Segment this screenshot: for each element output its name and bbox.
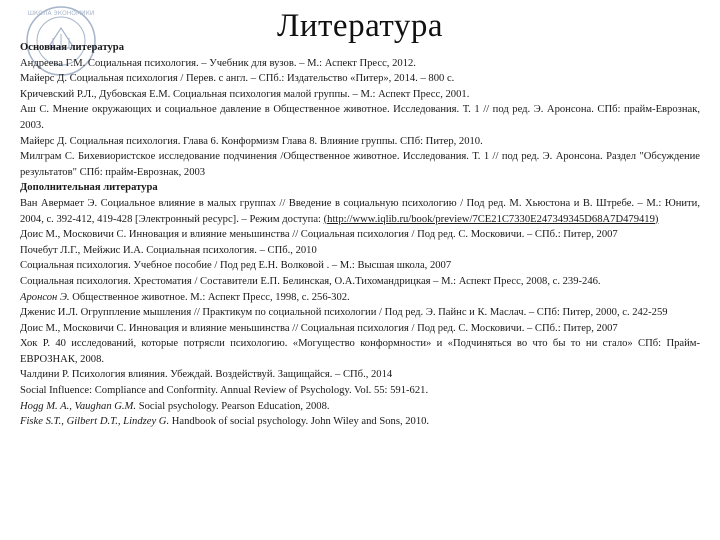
reference-item: Fiske S.T., Gilbert D.T., Lindzey G. Handbook of social psychology. John Wiley and Sons, 2010. [20,416,430,428]
reference-item: Почебут Л.Г., Мейжис И.А. Социальная психология. – СПб., 2010 [20,244,317,256]
reference-link[interactable]: (http://www.iqlib.ru/book/preview/7CE21C7330E247349345D68A7D479419) [323,213,659,225]
reference-item: Social Influence: Compliance and Conformity. Annual Review of Psychology. Vol. 55: 591-621. [20,385,429,397]
reference-item: Социальная психология. Хрестоматия / Составители Е.П. Белинская, О.А.Тихомандрицкая – М.: Аспект Пресс, 2008, с. 239-246. [20,275,601,287]
reference-item: Милграм С. Бихевиористское исследование подчинения /Общественное животное. Исследования. Т. 1 // под ред. Э. Аронсона. Раздел "Обсуждение результатов" СПб: прайм-Еврознак, 2003 [20,151,700,178]
reference-item: Дженис И.Л. Огруппление мышления // Практикум по социальной психологии / Под ред. Э. Пайнс и К. Маслач. – СПб: Питер, 2000, с. 242-259 [20,307,668,319]
reference-item: Майерс Д. Социальная психология. Глава 6. Конформизм Глава 8. Влияние группы. СПб: Питер, 2010. [20,135,483,147]
reference-item: Кричевский Р.Л., Дубовская Е.М. Социальная психология малой группы. – М.: Аспект Пресс, 2001. [20,88,470,100]
reference-item: Hogg M. A., Vaughan G.M. Social psychology. Pearson Education, 2008. [20,400,330,412]
references-body [20,40,700,430]
reference-item: Аш С. Мнение окружающих и социальное давление в Общественное животное. Исследования. Т. 1 // под ред. Э. Аронсона. СПб: прайм-Еврознак, 2003. [20,104,700,131]
section-heading-extra: Дополнительная литература [20,182,158,194]
seal-ring-text: ШКОЛА ЭКОНОМИКИ [27,10,95,17]
reference-item: Аронсон Э. Общественное животное. М.: Аспект Пресс, 1998, с. 256-302. [20,291,350,303]
reference-item: Доис М., Московичи С. Инновация и влияние меньшинства // Социальная психология / Под ред. С. Московичи. – СПб.: Питер, 2007 [20,322,618,334]
reference-item: Социальная психология. Учебное пособие / Под ред Е.Н. Волковой . – М.: Высшая школа, 2007 [20,260,452,272]
page-title: Литература [276,8,444,44]
reference-item: Ван Авермает Э. Социальное влияние в малых группах // Введение в социальную психологию / Под ред. М. Хьюстона и В. Штребе. – М.: Юнити, 2004, с. 392-412, 419-428 [Электронный ресурс]. – Режим доступа: (http://www.iqlib.ru/book/preview/7CE21C7330E247349345D68A7D479419) [20,197,700,225]
section-heading-main: Основная литература [20,42,124,53]
reference-item: Хок Р. 40 исследований, которые потрясли психологию. «Могущество конформности» и «Подчиняться во что бы то ни стало» СПб: Прайм-ЕВРОЗНАК, 2008. [20,338,700,365]
reference-item: Андреева Г.М. Социальная психология. – Учебник для вузов. – М.: Аспект Пресс, 2012. [20,57,416,69]
reference-item: Чалдини Р. Психология влияния. Убеждай. Воздействуй. Защищайся. – СПб., 2014 [20,369,393,381]
reference-item: Майерс Д. Социальная психология / Перев. с англ. – СПб.: Издательство «Питер», 2014. – 800 с. [20,73,455,85]
reference-item: Доис М., Московичи С. Инновация и влияние меньшинства // Социальная психология / Под ред. С. Московичи. – СПб.: Питер, 2007 [20,229,618,241]
